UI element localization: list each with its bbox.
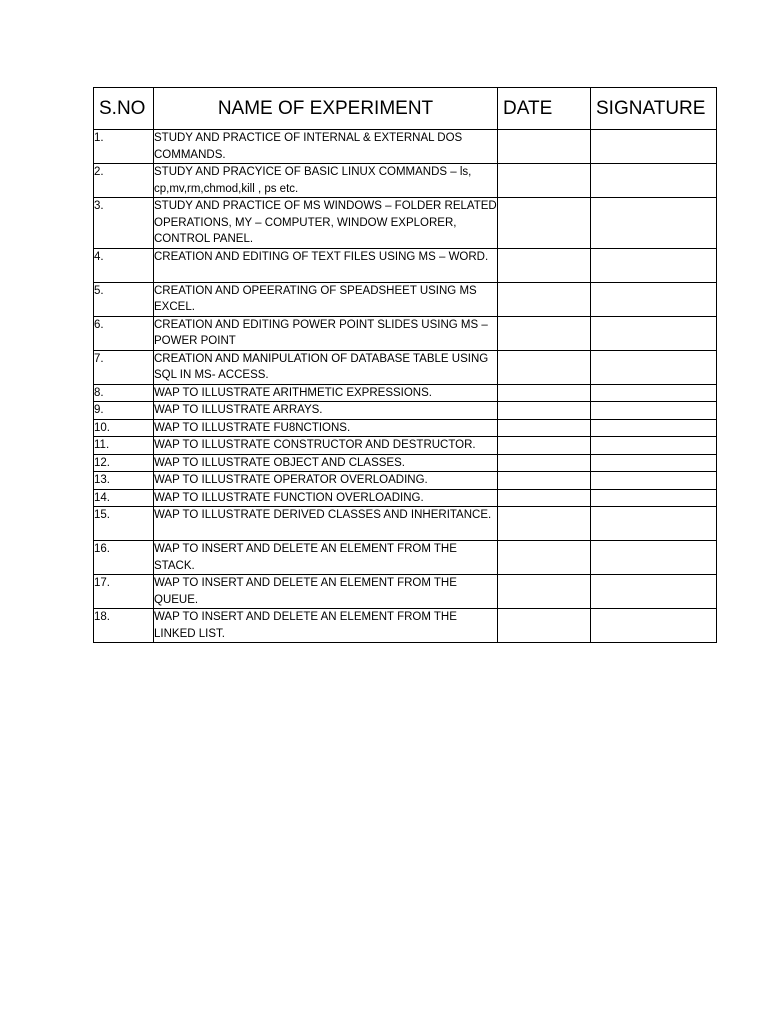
row-date-cell — [498, 350, 591, 384]
table-row — [94, 130, 717, 164]
table-row — [94, 609, 717, 643]
row-signature-cell — [591, 164, 717, 198]
row-date-cell — [498, 282, 591, 316]
row-experiment-name: WAP TO ILLUSTRATE OPERATOR OVERLOADING. — [154, 472, 498, 490]
table-row — [94, 489, 717, 507]
row-experiment-name: STUDY AND PRACTICE OF MS WINDOWS – FOLDER RELATED OPERATIONS, MY – COMPUTER, WINDOW EXPLORER, CONTROL PANEL. — [154, 198, 498, 249]
row-date-cell — [498, 130, 591, 164]
row-sno: 10. — [94, 419, 154, 437]
row-experiment-name: CREATION AND OPEERATING OF SPEADSHEET USING MS EXCEL. — [154, 282, 498, 316]
row-signature-cell — [591, 316, 717, 350]
row-experiment-name: CREATION AND EDITING POWER POINT SLIDES USING MS – POWER POINT — [154, 316, 498, 350]
row-signature-cell — [591, 437, 717, 455]
row-sno: 9. — [94, 402, 154, 420]
row-sno: 5. — [94, 282, 154, 316]
row-sno: 8. — [94, 384, 154, 402]
row-signature-cell — [591, 575, 717, 609]
row-experiment-name: WAP TO ILLUSTRATE FU8NCTIONS. — [154, 419, 498, 437]
row-sno: 13. — [94, 472, 154, 490]
row-sno: 6. — [94, 316, 154, 350]
row-experiment-name: WAP TO INSERT AND DELETE AN ELEMENT FROM THE QUEUE. — [154, 575, 498, 609]
row-date-cell — [498, 164, 591, 198]
table-row — [94, 541, 717, 575]
row-signature-cell — [591, 541, 717, 575]
table-row — [94, 454, 717, 472]
table-row — [94, 402, 717, 420]
table-row — [94, 507, 717, 541]
row-date-cell — [498, 437, 591, 455]
row-date-cell — [498, 489, 591, 507]
row-sno: 15. — [94, 507, 154, 541]
row-sno: 2. — [94, 164, 154, 198]
row-date-cell — [498, 316, 591, 350]
row-sno: 17. — [94, 575, 154, 609]
row-sno: 16. — [94, 541, 154, 575]
row-signature-cell — [591, 609, 717, 643]
row-date-cell — [498, 198, 591, 249]
header-date: DATE — [498, 88, 591, 130]
table-row — [94, 198, 717, 249]
row-experiment-name: STUDY AND PRACTICE OF INTERNAL & EXTERNAL DOS COMMANDS. — [154, 130, 498, 164]
row-experiment-name: WAP TO ILLUSTRATE OBJECT AND CLASSES. — [154, 454, 498, 472]
row-signature-cell — [591, 454, 717, 472]
row-experiment-name: CREATION AND EDITING OF TEXT FILES USING MS – WORD. — [154, 248, 498, 282]
row-experiment-name: WAP TO INSERT AND DELETE AN ELEMENT FROM THE LINKED LIST. — [154, 609, 498, 643]
table-header-row — [94, 88, 717, 130]
row-experiment-name: CREATION AND MANIPULATION OF DATABASE TABLE USING SQL IN MS- ACCESS. — [154, 350, 498, 384]
table-row — [94, 316, 717, 350]
row-sno: 18. — [94, 609, 154, 643]
row-date-cell — [498, 541, 591, 575]
row-experiment-name: STUDY AND PRACYICE OF BASIC LINUX COMMANDS – ls, cp,mv,rm,chmod,kill , ps etc. — [154, 164, 498, 198]
table-row — [94, 248, 717, 282]
row-date-cell — [498, 472, 591, 490]
row-sno: 14. — [94, 489, 154, 507]
table-row — [94, 472, 717, 490]
row-date-cell — [498, 507, 591, 541]
row-experiment-name: WAP TO ILLUSTRATE DERIVED CLASSES AND INHERITANCE. — [154, 507, 498, 541]
table-row — [94, 575, 717, 609]
row-signature-cell — [591, 419, 717, 437]
header-name-of-experiment: NAME OF EXPERIMENT — [154, 88, 498, 130]
row-date-cell — [498, 402, 591, 420]
row-experiment-name: WAP TO ILLUSTRATE FUNCTION OVERLOADING. — [154, 489, 498, 507]
table-row — [94, 350, 717, 384]
row-date-cell — [498, 248, 591, 282]
table-row — [94, 164, 717, 198]
row-signature-cell — [591, 489, 717, 507]
row-date-cell — [498, 384, 591, 402]
header-sno: S.NO — [94, 88, 154, 130]
row-signature-cell — [591, 282, 717, 316]
row-sno: 12. — [94, 454, 154, 472]
row-sno: 11. — [94, 437, 154, 455]
row-date-cell — [498, 609, 591, 643]
row-signature-cell — [591, 384, 717, 402]
table-row — [94, 384, 717, 402]
table-row — [94, 282, 717, 316]
row-sno: 4. — [94, 248, 154, 282]
row-date-cell — [498, 575, 591, 609]
experiment-list-table — [93, 87, 717, 643]
table-row — [94, 419, 717, 437]
row-signature-cell — [591, 130, 717, 164]
row-sno: 3. — [94, 198, 154, 249]
row-signature-cell — [591, 350, 717, 384]
row-signature-cell — [591, 402, 717, 420]
header-signature: SIGNATURE — [591, 88, 717, 130]
table-row — [94, 437, 717, 455]
row-sno: 7. — [94, 350, 154, 384]
row-signature-cell — [591, 198, 717, 249]
row-sno: 1. — [94, 130, 154, 164]
row-date-cell — [498, 454, 591, 472]
row-signature-cell — [591, 507, 717, 541]
row-experiment-name: WAP TO ILLUSTRATE ARITHMETIC EXPRESSIONS. — [154, 384, 498, 402]
row-experiment-name: WAP TO ILLUSTRATE ARRAYS. — [154, 402, 498, 420]
row-experiment-name: WAP TO INSERT AND DELETE AN ELEMENT FROM THE STACK. — [154, 541, 498, 575]
row-date-cell — [498, 419, 591, 437]
row-signature-cell — [591, 248, 717, 282]
row-signature-cell — [591, 472, 717, 490]
row-experiment-name: WAP TO ILLUSTRATE CONSTRUCTOR AND DESTRUCTOR. — [154, 437, 498, 455]
